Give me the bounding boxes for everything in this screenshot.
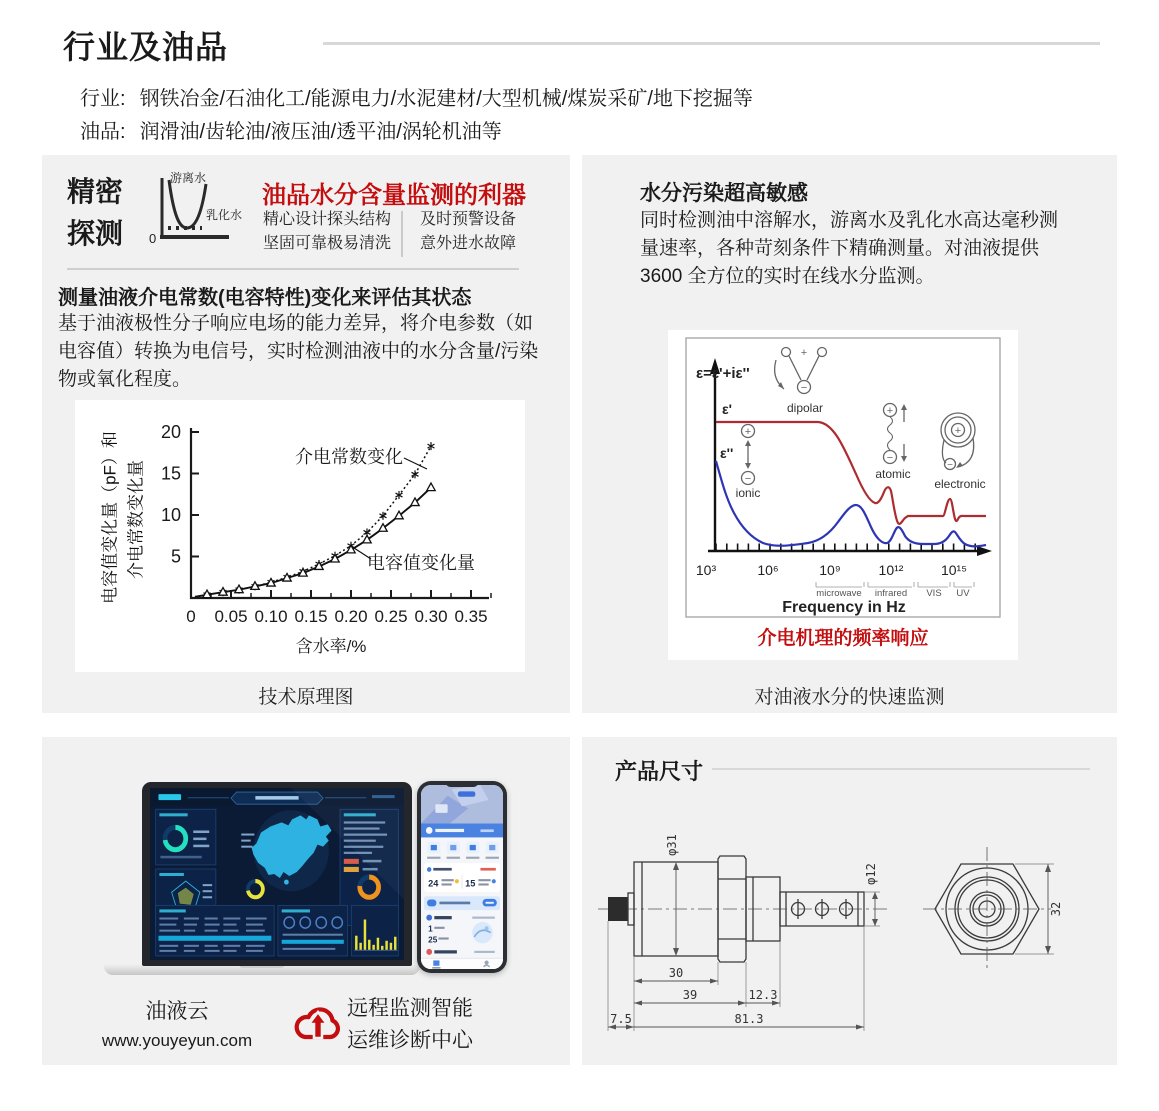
zero-label: 0 bbox=[149, 231, 157, 246]
dielectric-frequency-diagram bbox=[668, 330, 1018, 660]
dim-body-diameter: φ31 bbox=[665, 834, 679, 856]
dimensions-panel bbox=[582, 737, 1117, 1065]
dim-collar-length: 12.3 bbox=[748, 988, 778, 1002]
precision-red-title: 油品水分含量监测的利器 bbox=[262, 182, 526, 209]
frequency-red-caption: 介电机理的频率响应 bbox=[757, 628, 929, 649]
svg-text:20: 20 bbox=[160, 422, 181, 442]
sensitivity-caption: 对油液水分的快速监测 bbox=[754, 687, 945, 708]
brand-name: 油液云 bbox=[145, 1000, 209, 1023]
laptop-dashboard bbox=[150, 788, 404, 960]
service-line-2: 运维诊断中心 bbox=[347, 1029, 473, 1052]
svg-text:−: − bbox=[886, 452, 894, 464]
feature-column-1: 精心设计探头结构 坚固可靠极易清洗 bbox=[263, 211, 392, 252]
capacitance-section-title: 测量油液介电常数(电容特性)变化来评估其状态 bbox=[58, 287, 472, 309]
oil-line bbox=[80, 115, 502, 144]
svg-text:0.05: 0.05 bbox=[214, 607, 248, 626]
freq-tick-3: 10⁹ bbox=[819, 562, 841, 578]
svg-text:0.10: 0.10 bbox=[254, 607, 288, 626]
dim-body-length: 30 bbox=[668, 966, 684, 980]
phone-mockup bbox=[417, 781, 507, 973]
svg-text:0.20: 0.20 bbox=[334, 607, 368, 626]
tech-chart-box bbox=[75, 400, 525, 672]
series-label-dielectric: 介电常数变化 bbox=[295, 447, 403, 467]
band-vis: VIS bbox=[926, 588, 942, 599]
band-infrared: infrared bbox=[874, 588, 908, 599]
phone-stat-devices: 24 bbox=[428, 877, 439, 889]
ionic-label: ionic bbox=[735, 486, 761, 500]
svg-text:+: + bbox=[744, 426, 752, 438]
industry-line bbox=[80, 82, 753, 111]
svg-text:0.30: 0.30 bbox=[414, 607, 448, 626]
dimensions-divider bbox=[712, 768, 1090, 770]
phone-stat-online: 15 bbox=[465, 877, 476, 889]
sensor-dimension-drawing bbox=[592, 789, 1107, 1051]
oil-value: 润滑油/齿轮油/液压油/透平油/涡轮机油等 bbox=[139, 121, 502, 143]
chart-ylabel-line2: 介电常数变化量 bbox=[126, 460, 146, 579]
freq-tick-2: 10⁶ bbox=[757, 562, 779, 578]
sensitivity-title: 水分污染超高敏感 bbox=[640, 182, 808, 205]
svg-text:−: − bbox=[744, 473, 752, 485]
emulsified-water-label: 乳化水 bbox=[206, 208, 243, 222]
chart-series-1 bbox=[195, 488, 431, 597]
page-title: 行业及油品 bbox=[63, 29, 229, 65]
chart-series-0 bbox=[195, 446, 431, 597]
phone-stat-a: 1 bbox=[428, 923, 433, 934]
svg-text:0.25: 0.25 bbox=[374, 607, 408, 626]
svg-text:5: 5 bbox=[170, 546, 181, 567]
phone-app-screen bbox=[421, 785, 503, 969]
formula-label: ε=ε'+iε'' bbox=[696, 365, 750, 382]
section-divider bbox=[67, 268, 519, 270]
industry-value: 钢铁冶金/石油化工/能源电力/水泥建材/大型机械/煤炭采矿/地下挖掘等 bbox=[139, 88, 753, 110]
cloud-upload-icon bbox=[291, 999, 345, 1047]
svg-text:−: − bbox=[947, 460, 953, 471]
svg-text:−: − bbox=[800, 382, 808, 394]
eps-real-label: ε' bbox=[722, 401, 732, 417]
atomic-label: atomic bbox=[875, 467, 911, 481]
service-block bbox=[347, 993, 473, 1057]
freq-tick-5: 10¹⁵ bbox=[940, 562, 968, 578]
freq-tick-1: 10³ bbox=[695, 562, 717, 578]
precision-headline: 精密 探测 bbox=[67, 176, 124, 249]
industry-label: 行业: bbox=[80, 88, 126, 110]
dimensions-title: 产品尺寸 bbox=[615, 759, 704, 784]
feature-column-2: 及时预警设备 意外进水故障 bbox=[420, 211, 517, 252]
svg-text:含水率/%: 含水率/% bbox=[295, 637, 367, 656]
brand-url[interactable]: www.youyeyun.com bbox=[101, 1031, 253, 1050]
dim-connector-length: 7.5 bbox=[610, 1012, 632, 1026]
feature-divider bbox=[401, 211, 403, 257]
dim-hex-width: 32 bbox=[1049, 901, 1063, 917]
capacitance-section-body: 基于油液极性分子响应电场的能力差异，将介电参数（如电容值）转换为电信号，实时检测油液中的水分含量/污染物或氧化程度。 bbox=[58, 313, 539, 390]
band-microwave: microwave bbox=[816, 588, 862, 599]
precision-panel bbox=[42, 155, 570, 713]
title-divider bbox=[323, 42, 1100, 45]
svg-text:+: + bbox=[954, 425, 962, 437]
svg-text:+: + bbox=[800, 347, 808, 359]
chart-ylabel-line1: 电容值变化量（pF）和 bbox=[100, 431, 120, 604]
svg-text:0.35: 0.35 bbox=[454, 607, 488, 626]
dim-probe-diameter: φ12 bbox=[864, 863, 878, 885]
freq-tick-4: 10¹² bbox=[878, 562, 904, 578]
svg-text:15: 15 bbox=[160, 463, 181, 484]
oil-label: 油品: bbox=[80, 121, 126, 143]
water-curve-icon bbox=[145, 170, 249, 246]
sensitivity-panel bbox=[582, 155, 1117, 713]
series-label-capacitance: 电容值变化量 bbox=[367, 553, 475, 573]
cloud-panel bbox=[42, 737, 570, 1065]
svg-text:0: 0 bbox=[186, 607, 196, 626]
eps-imag-label: ε'' bbox=[720, 445, 734, 461]
free-water-label: 游离水 bbox=[169, 171, 207, 185]
band-uv: UV bbox=[956, 588, 970, 599]
phone-stat-b: 25 bbox=[428, 934, 438, 945]
dim-to-hex-length: 39 bbox=[682, 988, 698, 1002]
brand-block bbox=[82, 995, 272, 1051]
svg-text:0.15: 0.15 bbox=[294, 607, 328, 626]
frequency-axis-label: Frequency in Hz bbox=[782, 599, 906, 616]
dipolar-label: dipolar bbox=[786, 401, 824, 415]
laptop-mockup bbox=[142, 782, 412, 966]
frequency-diagram-box bbox=[668, 330, 1018, 660]
svg-text:10: 10 bbox=[160, 505, 181, 525]
sensitivity-body: 同时检测油中溶解水，游离水及乳化水高达毫秒测量速率，各种苛刻条件下精确测量。对油液提供 3600 全方位的实时在线水分监测。 bbox=[640, 210, 1059, 287]
phone-notch bbox=[445, 781, 479, 787]
electronic-label: electronic bbox=[934, 477, 986, 491]
dim-total-length: 81.3 bbox=[734, 1012, 764, 1026]
svg-text:+: + bbox=[886, 405, 894, 417]
tech-chart-caption: 技术原理图 bbox=[258, 687, 354, 708]
service-line-1: 远程监测智能 bbox=[347, 997, 473, 1020]
